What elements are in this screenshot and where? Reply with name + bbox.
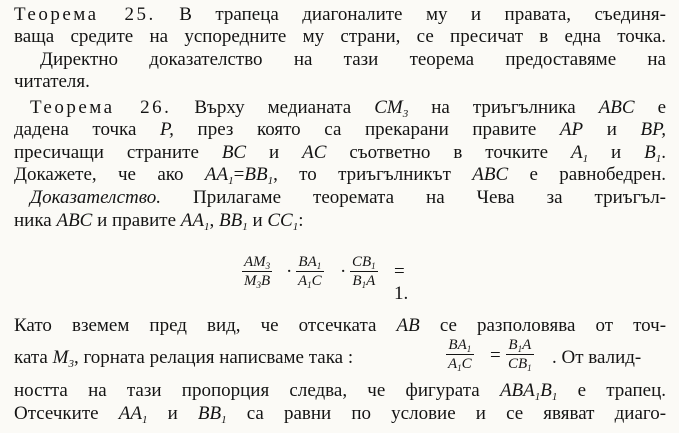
text-run: през която са прекарани правите (197, 119, 537, 140)
math-symbol: BC (221, 142, 247, 163)
multiply-dot: · (286, 261, 293, 282)
text-run: е равнобедрен. (529, 164, 666, 185)
equals-one: = 1. (394, 261, 409, 304)
math-symbol: ABC (598, 97, 635, 118)
math-symbol: ABC (472, 164, 509, 185)
math-symbol: $AA_1$ (118, 403, 148, 426)
theorem-heading: Теорема 25. (14, 4, 156, 25)
math-symbol: $BB_1$ (197, 403, 227, 426)
theorem-heading: Теорема 26. (30, 97, 172, 118)
text-run: пресичащи страните (14, 142, 199, 163)
text-line (14, 315, 666, 337)
text-run: дадена точка (14, 119, 137, 140)
fraction: $\frac{BA_1}{A_1C}$ (448, 337, 472, 373)
math-symbol: $CM_3$ (374, 97, 409, 120)
text-run: съответно в точките (349, 142, 549, 163)
text-run: и (167, 403, 178, 424)
text-line (30, 97, 666, 119)
fraction: $\frac{BA_1}{A_1C}$ (298, 254, 322, 290)
text-line (14, 403, 666, 425)
text-line (14, 164, 666, 186)
text-run: се разполовява от точ- (439, 315, 667, 336)
text-line (14, 142, 666, 164)
math-symbol: $CC_1$ (267, 210, 299, 233)
text-line (552, 347, 666, 369)
text-run: , горната релация написваме така : (73, 347, 354, 368)
multiply-dot: · (340, 261, 347, 282)
text-line (14, 380, 666, 402)
text-line (14, 71, 666, 93)
math-symbol: $B_1$. (644, 142, 666, 165)
text-run: ността на тази пропорция следва, че фигурата (14, 380, 480, 401)
fraction: $\frac{B_1A}{CB_1}$ (508, 337, 532, 373)
equals-sign: = (490, 345, 501, 366)
text-run: ваща средите на успоредните му страни, се пресичат в една точка. (14, 26, 666, 47)
proof-heading: Доказателство. (30, 187, 162, 208)
text-line: ника ABC и правите $AA_1$, $BB_1$ и $CC_1$: (14, 210, 304, 233)
text-line (14, 4, 666, 26)
text-run: са равни по условие и се явяват диаго- (246, 403, 667, 424)
text-run: В трапеца диагоналите му и правата, съединя- (179, 4, 666, 25)
text-run: на триъгълника (431, 97, 576, 118)
math-symbol: $AA_1=BB_1$ (204, 164, 274, 187)
text-run: и (269, 142, 280, 163)
text-run: Върху медианата (194, 97, 352, 118)
math-symbol: AP (559, 119, 584, 140)
text-run: Директно доказателство на тази теорема предоставяме на (40, 49, 666, 70)
text-run: Като вземем пред вид, че отсечката (14, 315, 377, 336)
math-symbol: AB (396, 315, 420, 336)
text-run: , то триъгълникът (273, 164, 451, 185)
text-run: е (657, 97, 667, 118)
text-run: и (252, 210, 263, 231)
math-symbol: P, (160, 119, 174, 140)
text-run: ката (14, 347, 48, 368)
math-symbol: $AA_1$ (180, 210, 210, 233)
math-symbol: BP, (640, 119, 667, 140)
text-run: и правите (97, 210, 177, 231)
math-symbol: AC (302, 142, 327, 163)
text-run: читателя. (14, 71, 90, 92)
text-run: е трапец. (577, 380, 667, 401)
math-symbol: $M_3$ (52, 347, 74, 370)
math-symbol: $A_1$ (570, 142, 589, 165)
math-symbol: $ABA_1B_1$ (499, 380, 558, 403)
math-symbol: ABC (56, 210, 93, 231)
text-line (30, 187, 666, 209)
math-symbol: $BB_1$ (218, 210, 248, 233)
text-run: . От валид- (552, 347, 642, 368)
text-run: и (606, 119, 617, 140)
text-run: и (611, 142, 622, 163)
text-line (14, 26, 666, 48)
text-line (14, 119, 666, 141)
text-run: Отсечките (14, 403, 99, 424)
text-run: Докажете, че ако (14, 164, 184, 185)
fraction: $\frac{CB_1}{B_1A}$ (352, 254, 376, 290)
text-run: Прилагаме теоремата на Чева за триъгъл- (193, 187, 666, 208)
text-run: ника (14, 210, 52, 231)
text-line (40, 49, 666, 71)
fraction: $\frac{AM_3}{M_3B}$ (244, 254, 271, 290)
